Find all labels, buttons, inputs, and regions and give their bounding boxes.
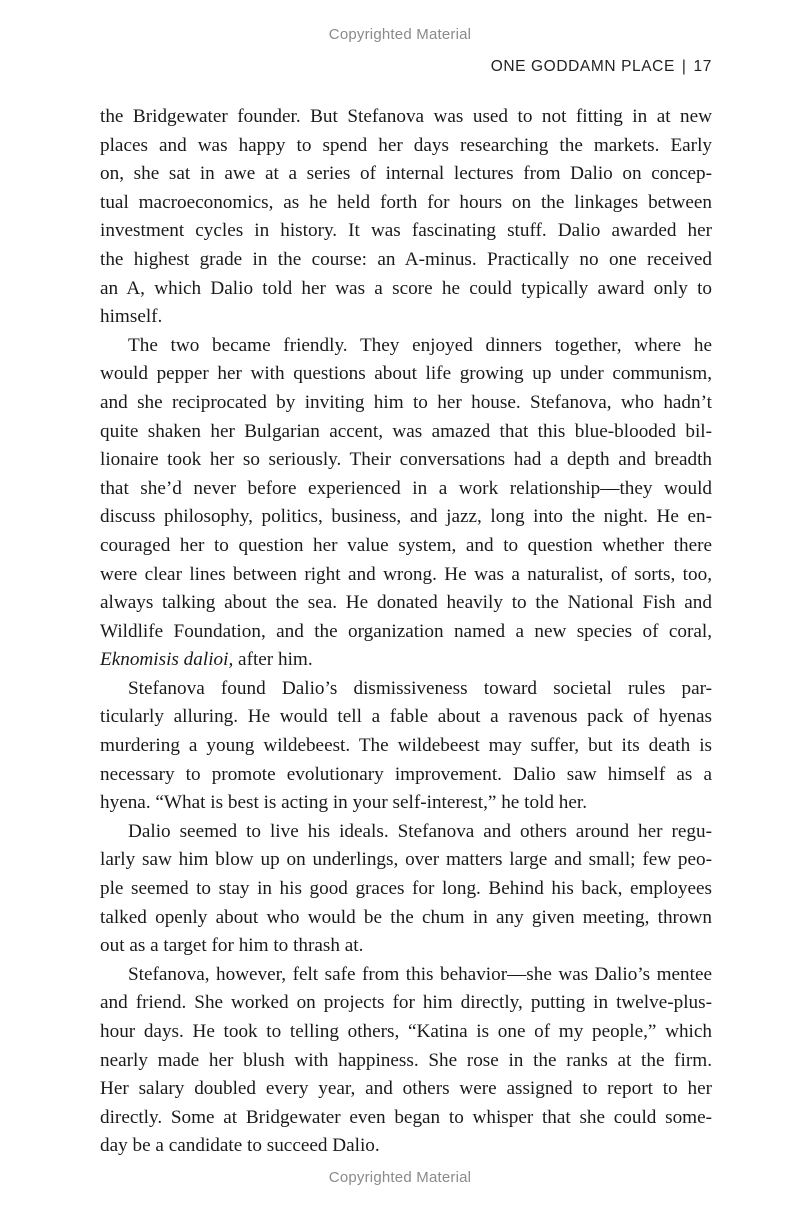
text-line: Dalio seemed to live his ideals. Stefanova and others around her regu-: [128, 820, 712, 842]
text-line: that she’d never before experienced in a work relationship—they would: [100, 477, 712, 499]
header-separator: |: [681, 58, 687, 75]
text-line: quite shaken her Bulgarian accent, was amazed that this blue-blooded bil-: [100, 420, 712, 442]
text-line: on, she sat in awe at a series of internal lectures from Dalio on concep-: [100, 163, 712, 185]
text-line: were clear lines between right and wrong. He was a naturalist, of sorts, too,: [100, 563, 712, 585]
text-line: hour days. He took to telling others, “Katina is one of my people,” which: [100, 1021, 712, 1042]
text-line: always talking about the sea. He donated heavily to the National Fish and: [100, 592, 712, 614]
text-line: directly. Some at Bridgewater even began to whisper that she could some-: [100, 1106, 712, 1128]
body-text: [100, 103, 712, 1161]
text-line: day be a candidate to succeed Dalio.: [100, 1135, 380, 1157]
text-line: lionaire took her so seriously. Their conversations had a depth and breadth: [100, 449, 712, 471]
text-line: discuss philosophy, politics, business, and jazz, long into the night. He en-: [100, 506, 712, 528]
text-line: places and was happy to spend her days researching the markets. Early: [100, 134, 712, 156]
text-line: would pepper her with questions about life growing up under communism,: [100, 363, 712, 385]
text-line: and she reciprocated by inviting him to her house. Stefanova, who hadn’t: [100, 391, 712, 413]
text-line: out as a target for him to thrash at.: [100, 935, 364, 957]
text-fragment: after him.: [233, 649, 313, 671]
running-header: [491, 58, 712, 76]
text-line: larly saw him blow up on underlings, over matters large and small; few peo-: [100, 849, 712, 871]
text-line: and friend. She worked on projects for him directly, putting in twelve-plus-: [100, 992, 712, 1014]
text-line: couraged her to question her value system, and to question whether there: [100, 534, 712, 556]
text-line: Stefanova found Dalio’s dismissiveness toward societal rules par-: [128, 677, 712, 699]
text-line: ple seemed to stay in his good graces for long. Behind his back, employees: [100, 878, 712, 900]
chapter-title: ONE GODDAMN PLACE: [490, 58, 675, 75]
text-line: an A, which Dalio told her was a score he could typically award only to: [100, 277, 712, 299]
text-line: murdering a young wildebeest. The wildebeest may suffer, but its death is: [100, 735, 712, 757]
text-line: talked openly about who would be the chum in any given meeting, thrown: [100, 906, 712, 928]
text-line: nearly made her blush with happiness. She rose in the ranks at the firm.: [100, 1049, 712, 1071]
text-line: ticularly alluring. He would tell a fable about a ravenous pack of hyenas: [100, 706, 712, 728]
text-line: the highest grade in the course: an A-minus. Practically no one received: [100, 248, 712, 270]
text-line: Stefanova, however, felt safe from this behavior—she was Dalio’s mentee: [128, 963, 712, 985]
watermark-top: Copyrighted Material: [328, 26, 472, 43]
text-line: the Bridgewater founder. But Stefanova was used to not fitting in at new: [100, 106, 712, 127]
text-line: [100, 646, 712, 675]
text-line: Her salary doubled every year, and others were assigned to report to her: [100, 1078, 712, 1100]
text-line: himself.: [100, 306, 163, 328]
species-name: Eknomisis dalioi,: [100, 649, 234, 671]
text-line: tual macroeconomics, as he held forth for hours on the linkages between: [100, 191, 712, 213]
page-number: 17: [693, 58, 712, 75]
text-line: necessary to promote evolutionary improvement. Dalio saw himself as a: [100, 763, 712, 785]
text-line: investment cycles in history. It was fascinating stuff. Dalio awarded her: [100, 220, 712, 242]
text-line: hyena. “What is best is acting in your self-interest,” he told her.: [100, 792, 588, 814]
text-line: Wildlife Foundation, and the organization named a new species of coral,: [100, 620, 712, 642]
text-line: The two became friendly. They enjoyed dinners together, where he: [128, 334, 712, 356]
watermark-bottom: Copyrighted Material: [328, 1169, 472, 1186]
